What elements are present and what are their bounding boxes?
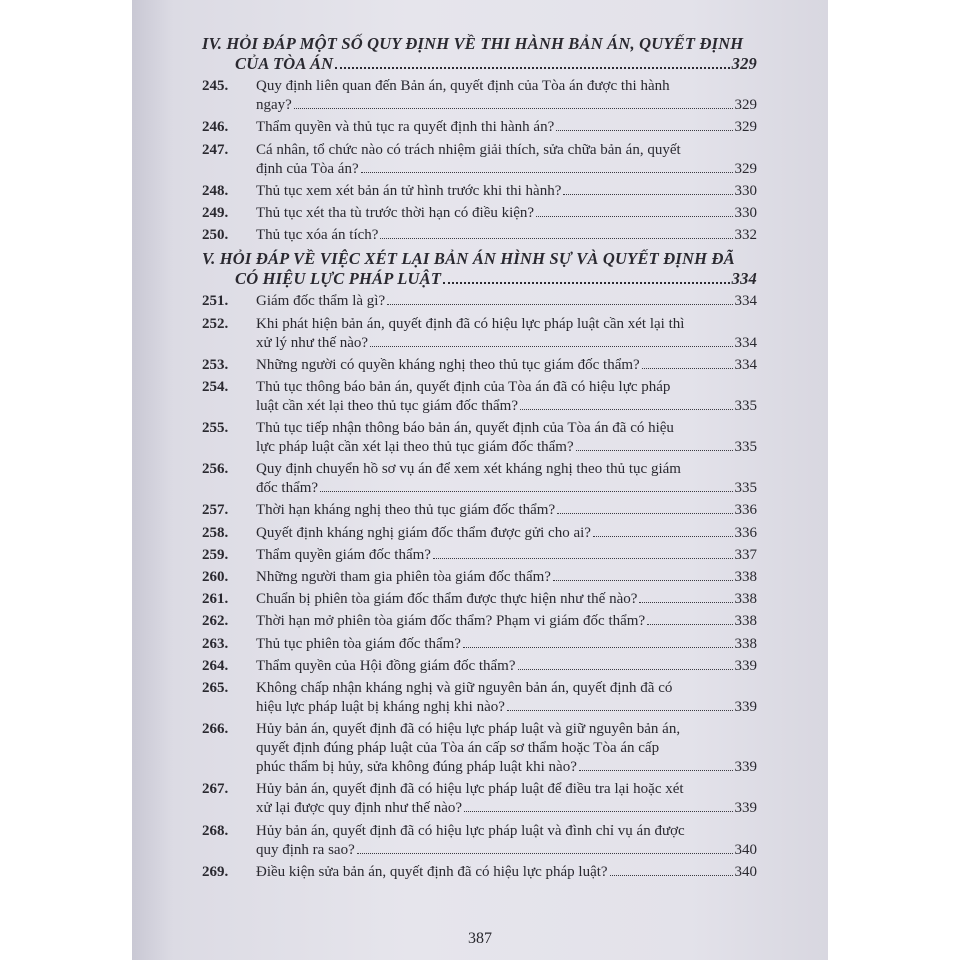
entry-line-text: hiệu lực pháp luật bị kháng nghị khi nào?	[256, 698, 505, 715]
entry-line	[256, 524, 757, 543]
entry-number: 261.	[202, 591, 229, 608]
entry-number: 263.	[202, 635, 229, 652]
entry-number: 260.	[202, 569, 229, 585]
entry-line-text: đốc thẩm?	[256, 480, 319, 497]
toc-entry	[202, 679, 757, 717]
toc-entry	[202, 612, 757, 631]
entry-line: Quy định liên quan đến Bản án, quyết định của Tòa án được thi hành	[256, 78, 670, 95]
entry-page-number: 340	[734, 863, 757, 880]
toc-entry	[202, 226, 757, 245]
entry-number: 246.	[202, 119, 229, 136]
entry-line: Hủy bản án, quyết định đã có hiệu lực pháp luật và giữ nguyên bản án,	[256, 721, 681, 738]
dot-leader	[579, 770, 733, 771]
background-right	[828, 0, 960, 960]
toc-entry	[202, 568, 757, 587]
entry-number: 255.	[202, 420, 229, 437]
entry-text	[256, 204, 757, 223]
entry-page-number: 329	[734, 160, 757, 177]
entry-text	[256, 118, 757, 137]
dot-leader	[647, 624, 732, 625]
entry-number: 257.	[202, 502, 229, 519]
entry-line	[256, 590, 757, 609]
entry-text	[256, 524, 757, 543]
toc-entry	[202, 315, 757, 353]
toc-entry	[202, 118, 757, 137]
entry-number: 251.	[202, 293, 229, 310]
entry-line: Không chấp nhận kháng nghị và giữ nguyên bản án, quyết định đã có	[256, 679, 673, 696]
entry-page-number: 339	[734, 657, 757, 674]
entry-text	[256, 568, 757, 587]
entry-line-text: lực pháp luật cần xét lại theo thủ tục giám đốc thẩm?	[256, 439, 574, 456]
entry-text	[256, 460, 757, 498]
entry-page-number: 338	[734, 613, 757, 630]
entry-text	[256, 822, 757, 860]
entry-line: Cá nhân, tổ chức nào có trách nhiệm giải thích, sửa chữa bản án, quyết	[256, 141, 681, 158]
entry-text	[256, 546, 757, 565]
entry-line	[256, 568, 757, 587]
dot-leader	[443, 282, 730, 284]
dot-leader	[464, 811, 732, 812]
dot-leader	[639, 602, 732, 603]
entry-number: 267.	[202, 781, 229, 798]
entry-text	[256, 378, 757, 416]
dot-leader	[593, 536, 733, 537]
toc-entry	[202, 524, 757, 543]
entry-page-number: 329	[734, 119, 757, 136]
entry-line-text: Thủ tục xóa án tích?	[256, 227, 379, 244]
entry-line	[256, 546, 757, 565]
entry-line: Thủ tục thông báo bản án, quyết định của Tòa án đã có hiệu lực pháp	[256, 378, 671, 395]
toc-entry	[202, 546, 757, 565]
entry-text	[256, 657, 757, 676]
entry-number: 268.	[202, 822, 229, 839]
entry-line-text: Điều kiện sửa bản án, quyết định đã có hiệu lực pháp luật?	[256, 863, 608, 880]
entry-text	[256, 292, 757, 311]
toc-entry	[202, 77, 757, 115]
dot-leader	[520, 409, 733, 410]
dot-leader	[642, 368, 733, 369]
section-page-number: 334	[731, 269, 757, 289]
entry-number: 269.	[202, 863, 229, 880]
toc-entry	[202, 204, 757, 223]
entry-line-text: Quyết định kháng nghị giám đốc thẩm được gửi cho ai?	[256, 524, 591, 541]
toc-entry	[202, 657, 757, 676]
entry-page-number: 338	[734, 635, 757, 652]
toc-entry	[202, 635, 757, 654]
entry-line-text: Thủ tục xét tha tù trước thời hạn có điều kiện?	[256, 204, 535, 221]
entry-line-text: xử lý như thế nào?	[256, 334, 369, 351]
entry-page-number: 335	[734, 397, 757, 414]
entry-page-number: 339	[734, 698, 757, 715]
entry-number: 265.	[202, 679, 229, 696]
entry-line	[256, 657, 757, 676]
dot-leader	[320, 491, 732, 492]
entry-line	[256, 758, 757, 777]
entry-number: 249.	[202, 204, 229, 221]
entry-page-number: 334	[734, 293, 757, 310]
toc-entry	[202, 182, 757, 201]
entry-number: 262.	[202, 613, 229, 630]
entry-page-number: 335	[734, 480, 757, 497]
dot-leader	[357, 853, 733, 854]
entry-line: Khi phát hiện bản án, quyết định đã có hiệu lực pháp luật cần xét lại thì	[256, 315, 685, 332]
entry-line-text: Thủ tục xem xét bản án tử hình trước khi thi hành?	[256, 182, 562, 199]
entry-line: Hủy bản án, quyết định đã có hiệu lực pháp luật và đình chỉ vụ án được	[256, 822, 685, 839]
entry-page-number: 329	[734, 97, 757, 114]
entry-page-number: 339	[734, 759, 757, 776]
entry-text	[256, 635, 757, 654]
entry-page-number: 334	[734, 356, 757, 373]
entry-number: 254.	[202, 378, 229, 395]
entry-number: 252.	[202, 315, 229, 332]
dot-leader	[380, 238, 732, 239]
entry-page-number: 336	[734, 524, 757, 541]
entry-line-text: Thời hạn kháng nghị theo thủ tục giám đốc thẩm?	[256, 502, 556, 519]
entry-line	[256, 96, 757, 115]
dot-leader	[553, 580, 733, 581]
entry-text	[256, 315, 757, 353]
dot-leader	[335, 67, 729, 69]
section-heading-line	[202, 269, 757, 289]
entry-line: Hủy bản án, quyết định đã có hiệu lực pháp luật để điều tra lại hoặc xét	[256, 781, 684, 798]
toc-entry	[202, 863, 757, 882]
entry-text	[256, 863, 757, 882]
entry-number: 253.	[202, 356, 229, 373]
entry-line-text: xử lại được quy định như thế nào?	[256, 800, 463, 817]
dot-leader	[576, 450, 733, 451]
entry-number: 250.	[202, 227, 229, 244]
section-heading-text: CÓ HIỆU LỰC PHÁP LUẬT	[235, 269, 442, 289]
section-heading-line	[202, 54, 757, 74]
dot-leader	[610, 875, 733, 876]
entry-line	[256, 479, 757, 498]
entry-text	[256, 612, 757, 631]
entry-line	[256, 799, 757, 818]
section-page-number: 329	[731, 54, 757, 73]
dot-leader	[563, 194, 732, 195]
entry-line	[256, 160, 757, 179]
entry-page-number: 330	[734, 204, 757, 221]
entry-page-number: 338	[734, 569, 757, 585]
toc-entry	[202, 780, 757, 818]
entry-page-number: 330	[734, 182, 757, 199]
entry-line	[256, 397, 757, 416]
background-left	[0, 0, 132, 960]
toc-entry	[202, 822, 757, 860]
dot-leader	[387, 304, 732, 305]
entry-line	[256, 438, 757, 457]
entry-number: 264.	[202, 657, 229, 674]
dot-leader	[361, 172, 733, 173]
entry-text	[256, 780, 757, 818]
entry-text	[256, 720, 757, 777]
section-heading-line: IV. HỎI ĐÁP MỘT SỐ QUY ĐỊNH VỀ THI HÀNH BẢN ÁN, QUYẾT ĐỊNH	[202, 34, 744, 53]
entry-text	[256, 182, 757, 201]
toc-entry	[202, 460, 757, 498]
entry-line-text: Thẩm quyền giám đốc thẩm?	[256, 546, 431, 563]
section-heading-text: CỦA TÒA ÁN	[235, 54, 334, 73]
toc-entry	[202, 141, 757, 179]
dot-leader	[463, 647, 733, 648]
entry-line	[256, 501, 757, 520]
entry-text	[256, 419, 757, 457]
entry-text	[256, 77, 757, 115]
entry-line: Thủ tục tiếp nhận thông báo bản án, quyết định của Tòa án đã có hiệu	[256, 420, 674, 437]
dot-leader	[556, 130, 732, 131]
entry-number: 266.	[202, 721, 229, 738]
table-of-contents	[202, 34, 757, 882]
entry-line-text: quy định ra sao?	[256, 841, 355, 858]
dot-leader	[294, 108, 733, 109]
entry-line-text: Những người có quyền kháng nghị theo thủ tục giám đốc thẩm?	[256, 356, 640, 373]
entry-number: 259.	[202, 546, 229, 563]
entry-number: 245.	[202, 78, 229, 95]
entry-text	[256, 356, 757, 375]
toc-entry	[202, 419, 757, 457]
entry-line: Quy định chuyển hồ sơ vụ án để xem xét kháng nghị theo thủ tục giám	[256, 461, 681, 478]
entry-text	[256, 590, 757, 609]
entry-line: quyết định đúng pháp luật của Tòa án cấp sơ thẩm hoặc Tòa án cấp	[256, 740, 660, 757]
entry-number: 258.	[202, 524, 229, 541]
entry-line-text: Những người tham gia phiên tòa giám đốc thẩm?	[256, 569, 551, 585]
page-number: 387	[468, 930, 492, 947]
entry-line	[256, 612, 757, 631]
entry-line	[256, 226, 757, 245]
section-heading-line: V. HỎI ĐÁP VỀ VIỆC XÉT LẠI BẢN ÁN HÌNH SỰ VÀ QUYẾT ĐỊNH ĐÃ	[202, 249, 735, 269]
entry-line	[256, 863, 757, 882]
section-heading	[202, 249, 757, 289]
entry-number: 256.	[202, 461, 229, 478]
entry-line	[256, 292, 757, 311]
entry-page-number: 332	[734, 227, 757, 244]
toc-entry	[202, 501, 757, 520]
entry-page-number: 336	[734, 502, 757, 519]
dot-leader	[536, 216, 732, 217]
entry-line-text: định của Tòa án?	[256, 160, 359, 177]
dot-leader	[370, 346, 732, 347]
entry-line	[256, 204, 757, 223]
entry-text	[256, 501, 757, 520]
entry-line-text: Thẩm quyền và thủ tục ra quyết định thi hành án?	[256, 119, 555, 136]
entry-line	[256, 334, 757, 353]
entry-line-text: ngay?	[256, 97, 292, 114]
entry-line	[256, 635, 757, 654]
entry-line	[256, 356, 757, 375]
entry-number: 248.	[202, 182, 229, 199]
entry-line-text: Chuẩn bị phiên tòa giám đốc thẩm được thực hiện như thế nào?	[256, 591, 638, 608]
entry-line	[256, 841, 757, 860]
entry-page-number: 340	[734, 841, 757, 858]
entry-page-number: 337	[734, 546, 757, 563]
entry-page-number: 339	[734, 800, 757, 817]
toc-entry	[202, 720, 757, 777]
entry-text	[256, 226, 757, 245]
entry-number: 247.	[202, 141, 229, 158]
entry-page-number: 334	[734, 334, 757, 351]
toc-entry	[202, 378, 757, 416]
section-heading	[202, 34, 757, 74]
entry-line-text: phúc thẩm bị hủy, sửa không đúng pháp luật khi nào?	[256, 759, 577, 776]
toc-entry	[202, 292, 757, 311]
entry-line-text: luật cần xét lại theo thủ tục giám đốc thẩm?	[256, 397, 518, 414]
entry-line-text: Giám đốc thẩm là gì?	[256, 293, 386, 310]
dot-leader	[433, 558, 733, 559]
toc-entry	[202, 590, 757, 609]
entry-line	[256, 118, 757, 137]
book-page	[132, 0, 828, 960]
entry-line	[256, 182, 757, 201]
dot-leader	[507, 710, 733, 711]
entry-line-text: Thời hạn mở phiên tòa giám đốc thẩm? Phạm vi giám đốc thẩm?	[256, 613, 646, 630]
entry-text	[256, 141, 757, 179]
entry-page-number: 338	[734, 591, 757, 608]
entry-line-text: Thủ tục phiên tòa giám đốc thẩm?	[256, 635, 461, 652]
dot-leader	[557, 513, 732, 514]
toc-entry	[202, 356, 757, 375]
entry-text	[256, 679, 757, 717]
entry-page-number: 335	[734, 439, 757, 456]
entry-line	[256, 698, 757, 717]
entry-line-text: Thẩm quyền của Hội đồng giám đốc thẩm?	[256, 657, 516, 674]
dot-leader	[518, 669, 733, 670]
